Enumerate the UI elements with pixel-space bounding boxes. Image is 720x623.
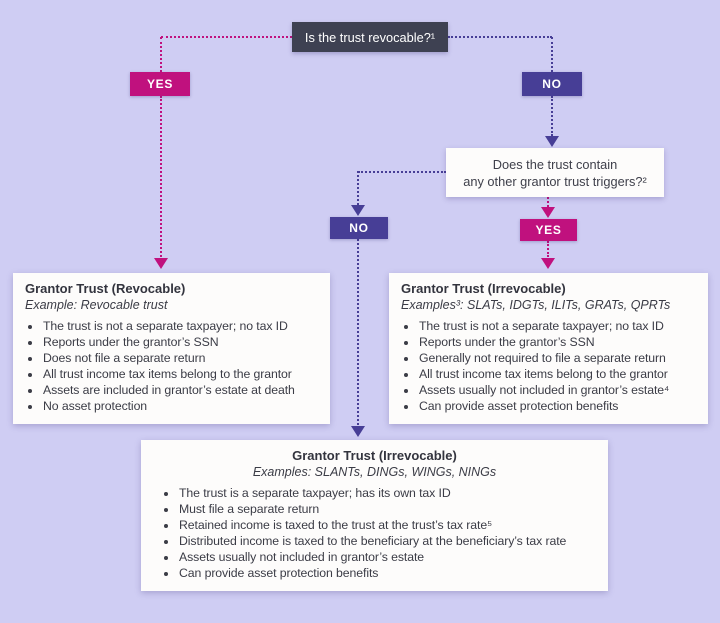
connector-no-right-up (551, 37, 553, 72)
outcome-box-irrevocable-grantor-trust (389, 273, 708, 424)
connector-q2-to-no-mid-vertical (357, 171, 359, 205)
bullet-item: • Can provide asset protection benefits (178, 565, 596, 581)
bullet-item: • Assets are included in grantor’s estate at death (42, 382, 318, 398)
outcome-box-example: Examples³: SLATs, IDGTs, ILITs, GRATs, QPRTs (401, 298, 671, 312)
second-question-line1: Does the trust contain (492, 156, 618, 172)
bullet-item: • Retained income is taxed to the trust at the trust’s tax rate⁵ (178, 517, 596, 533)
bullet-item: • Must file a separate return (178, 501, 596, 517)
arrow-down-icon (541, 258, 555, 269)
second-question-node (446, 148, 664, 197)
bullet-item: • Assets usually not included in grantor’s estate⁴ (418, 382, 696, 398)
bullet-item: • All trust income tax items belong to the grantor (418, 366, 696, 382)
connector-root-to-yes (161, 36, 292, 38)
outcome-box-irrevocable-nongrantor-trust (141, 440, 608, 591)
bullet-item: • Does not file a separate return (42, 350, 318, 366)
connector-no-mid-to-bottom-box (357, 239, 359, 425)
arrow-down-icon (351, 426, 365, 437)
arrow-down-icon (351, 205, 365, 216)
outcome-box-bullet-list (153, 485, 596, 581)
outcome-box-title: Grantor Trust (Irrevocable) (292, 448, 457, 463)
bullet-item: • Assets usually not included in grantor’s estate (178, 549, 596, 565)
bullet-item: • The trust is not a separate taxpayer; no tax ID (418, 318, 696, 334)
connector-no-right-down (551, 96, 553, 136)
branch-label-yes-mid: YES (520, 219, 577, 241)
bullet-item: • Distributed income is taxed to the beneficiary at the beneficiary’s tax rate (178, 533, 596, 549)
outcome-box-bullet-list (25, 318, 318, 414)
connector-yes-mid-to-right-box (547, 241, 549, 257)
bullet-item: • The trust is not a separate taxpayer; no tax ID (42, 318, 318, 334)
arrow-down-icon (545, 136, 559, 147)
connector-yes-left-down (160, 96, 162, 257)
branch-label-no-right: NO (522, 72, 582, 96)
branch-label-no-mid: NO (330, 217, 388, 239)
bullet-item: • Generally not required to file a separate return (418, 350, 696, 366)
branch-label-yes-left: YES (130, 72, 190, 96)
bullet-item: • Can provide asset protection benefits (418, 398, 696, 414)
connector-yes-left-up (160, 37, 162, 72)
connector-q2-to-no-mid-horizontal (358, 171, 446, 173)
outcome-box-example: Example: Revocable trust (25, 298, 168, 312)
second-question-line2: any other grantor trust triggers?² (463, 173, 647, 189)
connector-root-to-no (448, 36, 552, 38)
bullet-item: • Reports under the grantor’s SSN (418, 334, 696, 350)
bullet-item: • Reports under the grantor’s SSN (42, 334, 318, 350)
outcome-box-revocable-grantor-trust (13, 273, 330, 424)
bullet-item: • All trust income tax items belong to the grantor (42, 366, 318, 382)
root-question-node (292, 22, 448, 52)
bullet-item: • The trust is a separate taxpayer; has its own tax ID (178, 485, 596, 501)
outcome-box-bullet-list (401, 318, 696, 414)
connector-q2-to-yes-mid (547, 197, 549, 207)
bullet-item: • No asset protection (42, 398, 318, 414)
arrow-down-icon (541, 207, 555, 218)
outcome-box-example: Examples: SLANTs, DINGs, WINGs, NINGs (252, 465, 497, 479)
arrow-down-icon (154, 258, 168, 269)
outcome-box-title: Grantor Trust (Revocable) (25, 281, 186, 296)
outcome-box-title: Grantor Trust (Irrevocable) (401, 281, 566, 296)
root-question-text: Is the trust revocable?¹ (304, 29, 436, 45)
